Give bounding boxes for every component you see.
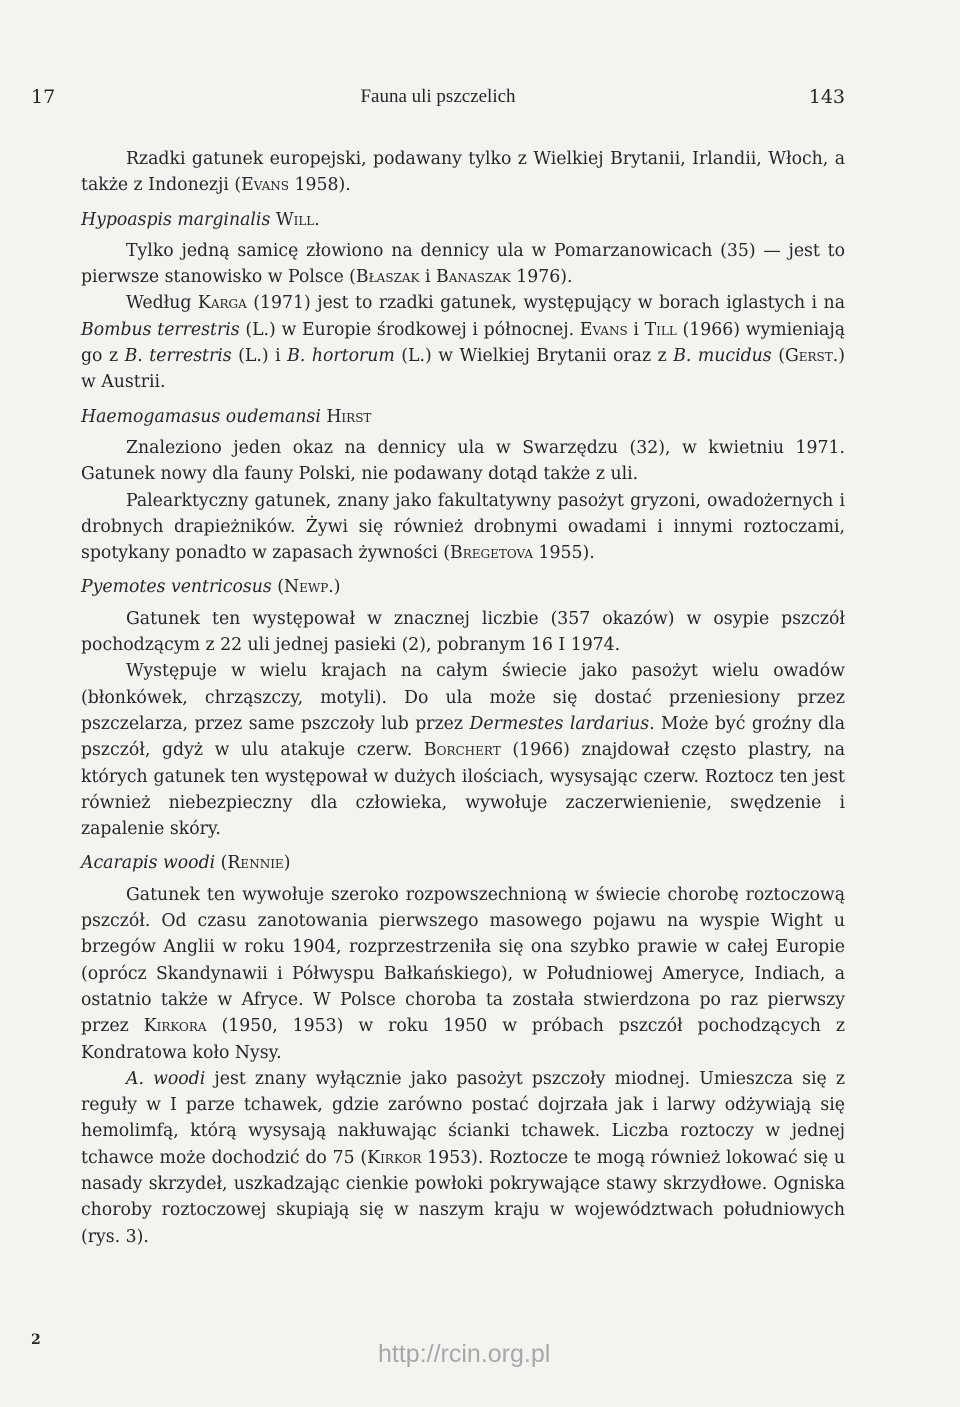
species-heading: Haemogamasus oudemansi Hirst [81, 406, 372, 427]
paragraph: Występuje w wielu krajach na całym świecie jako pasożyt wielu owadów (błonkówek, chrząszczy, motyli). Do ula może się dostać przeniesiony przez pszczelarza, przez same pszczoły lub przez Dermestes lardarius. Może być groźny dla pszczół, gdyż w ulu atakuje czerw. Borchert (1966) znajdował często plastry, na których gatunek ten występował w dużych ilościach, wysysając czerw. Roztocz ten jest również niebezpieczny dla człowieka, wywołuje zaczerwienienie, swędzenie i zapalenie skóry. [81, 661, 846, 840]
page [31, 80, 845, 112]
running-title: Fauna uli pszczelich [360, 86, 516, 107]
paragraph: Rzadki gatunek europejski, podawany tylko z Wielkiej Brytanii, Irlandii, Włoch, a także z Indonezji (Evans 1958). [81, 149, 845, 196]
paragraph: Tylko jedną samicę złowiono na dennicy ula w Pomarzanowicach (35) — jest to pierwsze stanowisko w Polsce (Błaszak i Banaszak 1976). [81, 240, 845, 288]
signature-mark: 2 [31, 1332, 41, 1348]
page-number-left: 17 [31, 86, 56, 108]
body-text [81, 146, 845, 1250]
paragraph: Znaleziono jeden okaz na dennicy ula w Swarzędzu (32), w kwietniu 1971. Gatunek nowy dla fauny Polski, nie podawany dotąd także z uli. [81, 437, 845, 485]
species-heading: Acarapis woodi (Rennie) [81, 853, 291, 874]
paragraph: A. woodi jest znany wyłącznie jako pasożyt pszczoły miodnej. Umieszcza się z reguły w I parze tchawek, gdzie zarówno postać dojrzała jak i larwy odżywiają się hemolimfą, którą wysysają nakłuwając ścianki tchawek. Liczba roztoczy w jednej tchawce może dochodzić do 75 (Kirkor 1953). Roztocze te mogą również lokować się u nasady skrzydeł, uszkadzając cienkie powłoki pokrywające stawy skrzydłowe. Ogniska choroby roztoczowej skupiają się w naszym kraju w województwach południowych (rys. 3). [81, 1068, 846, 1247]
paragraph: Gatunek ten występował w znacznej liczbie (357 okazów) w osypie pszczół pochodzącym z 22 uli jednej pasieki (2), pobranym 16 I 1974. [81, 608, 845, 656]
species-heading: Hypoaspis marginalis Will. [81, 209, 320, 230]
paragraph: Palearktyczny gatunek, znany jako fakultatywny pasożyt gryzoni, owadożernych i drobnych drapieżników. Żywi się również drobnymi owadami i innymi roztoczami, spotykany ponadto w zapasach żywności (Bregetova 1955). [81, 490, 845, 564]
watermark-url: http://rcin.org.pl [378, 1340, 551, 1368]
species-heading: Pyemotes ventricosus (Newp.) [81, 577, 341, 598]
paragraph: Według Karga (1971) jest to rzadki gatunek, występujący w borach iglastych i na Bombus terrestris (L.) w Europie środkowej i północnej. Evans i Till (1966) wymieniają go z B. terrestris (L.) i B. hortorum (L.) w Wielkiej Brytanii oraz z B. mucidus (Gerst.) w Austrii. [81, 293, 846, 393]
page-number-right: 143 [808, 86, 845, 108]
paragraph: Gatunek ten wywołuje szeroko rozpowszechnioną w świecie chorobę roztoczową pszczół. Od czasu zanotowania pierwszego masowego pojawu na wyspie Wight u brzegów Anglii w roku 1904, rozprzestrzeniła się ona szybko prawie w całej Europie (oprócz Skandynawii i Półwyspu Bałkańskiego), w Południowej Ameryce, Indiach, a ostatnio także w Afryce. W Polsce choroba ta została stwierdzona po raz pierwszy przez Kirkora (1950, 1953) w roku 1950 w próbach pszczół pochodzących z Kondratowa koło Nysy. [81, 884, 845, 1063]
running-header [31, 80, 845, 112]
